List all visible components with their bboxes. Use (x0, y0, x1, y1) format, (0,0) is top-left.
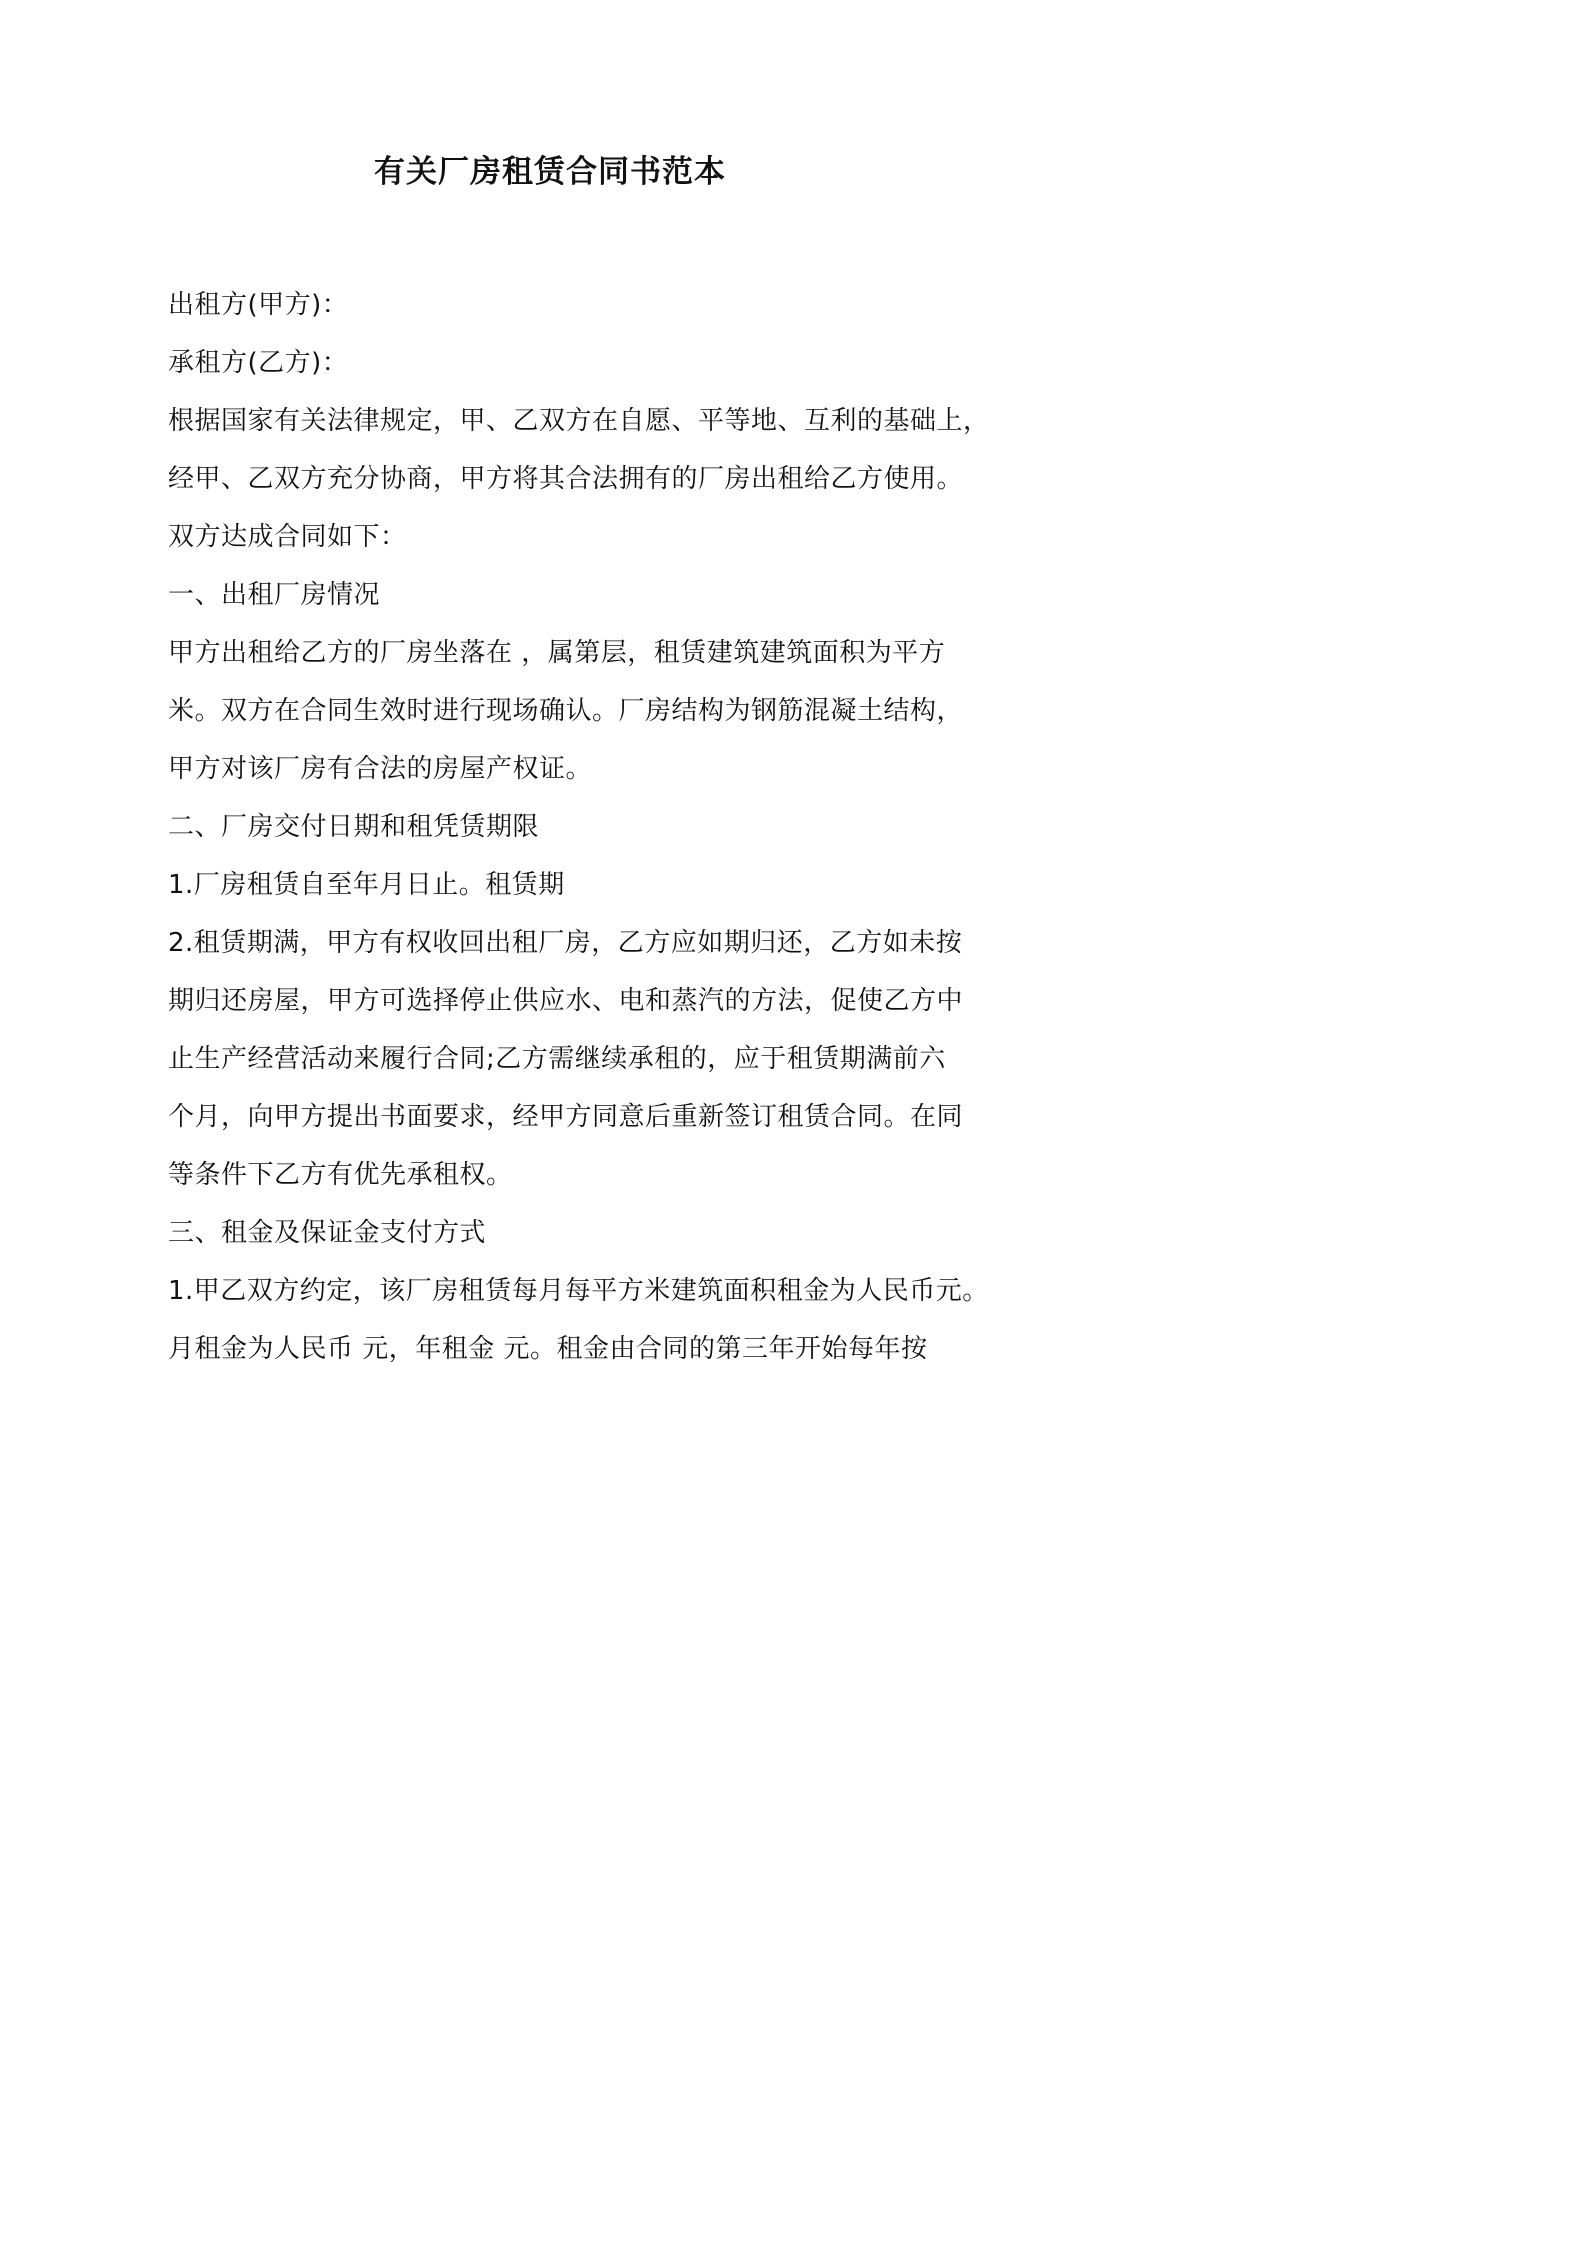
paragraph-line: 1.厂房租赁自至年月日止。租赁期 (168, 870, 565, 900)
paragraph-line: 经甲、乙双方充分协商，甲方将其合法拥有的厂房出租给乙方使用。 (168, 464, 964, 494)
party-b-line: 承租方(乙方)： (168, 348, 349, 378)
section-heading: 二、厂房交付日期和租凭赁期限 (168, 812, 540, 842)
paragraph-line: 甲方对该厂房有合法的房屋产权证。 (168, 754, 593, 784)
document-body (168, 280, 990, 1382)
paragraph-line: 甲方出租给乙方的厂房坐落在 ，属第层，租赁建筑建筑面积为平方 (168, 638, 946, 668)
document-title: 有关厂房租赁合同书范本 (374, 154, 726, 190)
paragraph-line: 期归还房屋，甲方可选择停止供应水、电和蒸汽的方法，促使乙方中 (168, 986, 964, 1016)
document-page (0, 0, 1100, 1556)
paragraph-line: 双方达成合同如下： (168, 522, 407, 552)
paragraph-line: 个月，向甲方提出书面要求，经甲方同意后重新签订租赁合同。在同 (168, 1102, 964, 1132)
party-a-line: 出租方(甲方)： (168, 290, 349, 320)
paragraph-line: 止生产经营活动来履行合同;乙方需继续承租的，应于租赁期满前六 (168, 1044, 946, 1074)
section-heading: 三、租金及保证金支付方式 (168, 1218, 487, 1248)
paragraph-line: 等条件下乙方有优先承租权。 (168, 1160, 513, 1190)
section-heading: 一、出租厂房情况 (168, 580, 381, 610)
paragraph-line: 月租金为人民币 元，年租金 元。租金由合同的第三年开始每年按 (168, 1334, 928, 1364)
paragraph-line: 2.租赁期满，甲方有权收回出租厂房，乙方应如期归还，乙方如未按 (168, 928, 963, 958)
paragraph-line: 米。双方在合同生效时进行现场确认。厂房结构为钢筋混凝土结构， (168, 696, 964, 726)
paragraph-line: 1.甲乙双方约定，该厂房租赁每月每平方米建筑面积租金为人民币元。 (168, 1276, 989, 1306)
paragraph-line: 根据国家有关法律规定，甲、乙双方在自愿、平等地、互利的基础上， (168, 406, 990, 436)
